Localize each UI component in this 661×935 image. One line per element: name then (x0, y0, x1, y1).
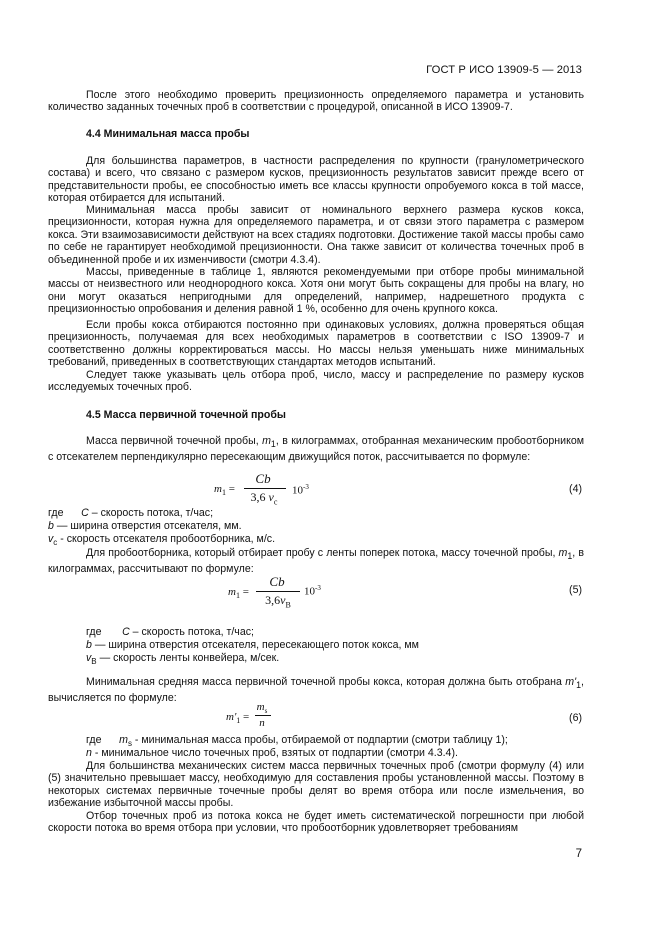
document-header: ГОСТ Р ИСО 13909-5 — 2013 (426, 64, 582, 76)
section-heading-4-5: 4.5 Масса первичной точечной пробы (86, 409, 286, 421)
where-5-line-1: где C – скорость потока, т/час; (86, 626, 254, 638)
formula-6: $m'_1$ = $m_s$ n (226, 702, 286, 738)
paragraph-mechanical-systems: Для большинства механических систем масса первичных точечных проб (смотри формулу (4) или (5) значительно превышает массу, необходимую для составления пробы установленной массы. Поэтому в некоторых системах первичные точечные пробы делят во время отбора или после измельчения, во избежание избыточной массы пробы. (48, 760, 584, 810)
paragraph-4-4-2: Минимальная масса пробы зависит от номинального верхнего размера кусков кокса, прецизионности, которая нужна для определяемого параметра, и от связи этого параметра с размером кокса. Эти взаимозависимости действуют на всех стадиях подготовки. Достижение такой массы пробы само по себе не гарантирует необходимой прецизионности. Она также зависит от количества точечных проб в объединенной пробе и их изменчивости (смотри 4.3.4). (48, 204, 584, 266)
where-4-line-1: где C – скорость потока, т/час; (48, 507, 214, 519)
paragraph-systematic-error: Отбор точечных проб из потока кокса не будет иметь систематической погрешности при любой скорости потока во время отбора при условии, что пробоотборник удовлетворяет требованиям (48, 810, 584, 835)
paragraph-4-5-intro: Масса первичной точечной пробы, $m_1$, в килограммах, отобранная механическим пробоотборником с отсекателем перпендикулярно пересекающим движущийся поток, рассчитывается по формуле: (48, 435, 585, 463)
where-4-line-3: $v_c$ - скорость отсекателя пробоотборника, м/с. (48, 533, 276, 548)
paragraph-average-mass: Минимальная средняя масса первичной точечной пробы кокса, которая должна быть отобрана $m'_1$, вычисляется по формуле: (48, 676, 584, 704)
paragraph-precision: После этого необходимо проверить прецизионность определяемого параметра и установить количество заданных точечных проб в соответствии с процедурой, описанной в ИСО 13909-7. (48, 89, 584, 114)
where-4-line-2: b — ширина отверстия отсекателя, мм. (48, 520, 242, 532)
page-number: 7 (575, 848, 582, 860)
section-heading-4-4: 4.4 Минимальная масса пробы (86, 128, 250, 140)
formula-5: $m_1$ = Cb $3,6v_B$ $10^{-3}$ (228, 574, 321, 610)
paragraph-4-4-1: Для большинства параметров, в частности распределения по крупности (гранулометрического состава) и всего, что связано с размером кусков, прецизионность результатов зависит прежде всего от представительности пробы, ее способностью иметь все классы крупности опробуемого кокса в той массе, которая отбирается для испытаний. (48, 155, 584, 205)
where-6-line-2: n - минимальное число точечных проб, взятых от подпартии (смотри 4.3.4). (86, 747, 458, 759)
equation-number-4: (4) (569, 483, 582, 495)
equation-number-6: (6) (569, 712, 582, 724)
paragraph-4-4-5: Следует также указывать цель отбора проб, число, массу и распределение по размеру кусков исследуемых точечных проб. (48, 369, 584, 394)
paragraph-belt-sampler: Для пробоотборника, который отбирает пробу с ленты поперек потока, массу точечной пробы, $m_1$, в килограммах, рассчитывают по формуле: (48, 547, 584, 575)
formula-4: $m_1$ = Cb 3,6 $v_c$ $10^{-3}$ (214, 471, 309, 507)
where-5-line-2: b — ширина отверстия отсекателя, пересекающего поток кокса, мм (86, 639, 419, 651)
where-6-line-1: где $m_s$ - минимальная масса пробы, отбираемой от подпартии (смотри таблицу 1); (86, 734, 508, 749)
where-5-line-3: $v_B$ — скорость ленты конвейера, м/сек. (86, 652, 280, 667)
paragraph-4-4-3: Массы, приведенные в таблице 1, являются рекомендуемыми при отборе пробы минимальной массы от неизвестного или неоднородного кокса. Хотя они могут быть сокращены для пробы на влагу, но они могут оказаться непригодными для определений, например, надрешетного продукта с прецизионностью опробования и деления равной 1 %, особенно для очень крупного кокса. (48, 266, 584, 316)
paragraph-4-4-4: Если пробы кокса отбираются постоянно при одинаковых условиях, должна проверяться общая прецизионность, получаемая для всех необходимых параметров в соответствии с ISO 13909-7 и соответственно должны корректироваться массы. Но массы нельзя уменьшать ниже минимальных требований, приведенных в соответствующих стандартах методов испытаний. (48, 319, 584, 369)
equation-number-5: (5) (569, 584, 582, 596)
